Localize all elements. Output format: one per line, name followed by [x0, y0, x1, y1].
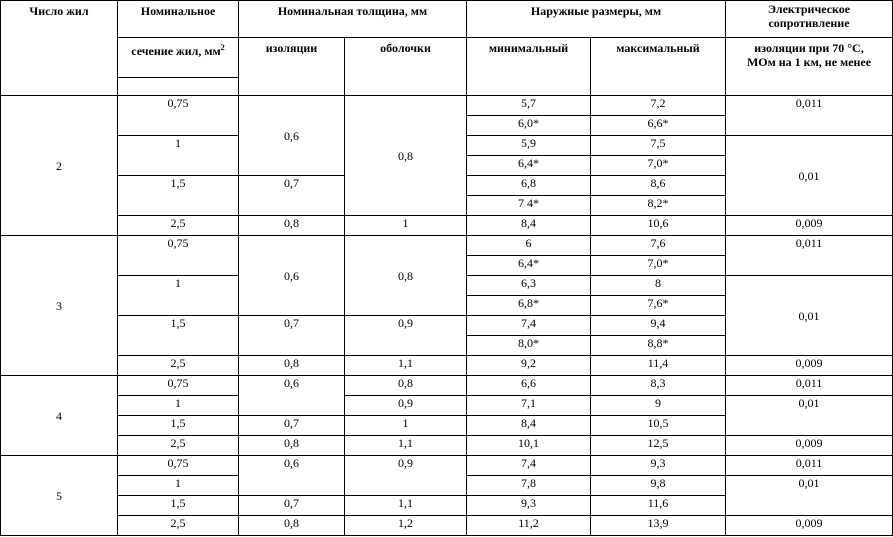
min-cell: 6,6: [467, 376, 591, 396]
max-cell: 9,3: [591, 456, 726, 476]
min-cell: 9,2: [467, 356, 591, 376]
sheath-cell: 0,8: [345, 236, 467, 316]
insulation-cell: 0,7: [239, 496, 345, 516]
header-max: максимальный: [591, 38, 726, 96]
section-cell: 1,5: [118, 496, 239, 516]
max-cell: 9,4: [591, 316, 726, 336]
section-cell: 1: [118, 276, 239, 316]
sheath-cell: 1: [345, 416, 467, 436]
max-cell: 10,6: [591, 216, 726, 236]
min-cell: 6,0*: [467, 116, 591, 136]
min-cell: 5,7: [467, 96, 591, 116]
resistance-cell: 0,01: [726, 396, 893, 436]
sheath-cell: 0,8: [345, 376, 467, 396]
sheath-cell: 1,2: [345, 516, 467, 536]
resistance-cell: 0,009: [726, 216, 893, 236]
min-cell: 6,8: [467, 176, 591, 196]
cores-cell: 4: [1, 376, 118, 456]
max-cell: 7,2: [591, 96, 726, 116]
sheath-cell: 1,1: [345, 436, 467, 456]
header-nominal-thickness: Номинальная толщина, мм: [239, 1, 467, 38]
header-sheath: оболочки: [345, 38, 467, 96]
sheath-cell: 0,9: [345, 456, 467, 496]
max-cell: 9,8: [591, 476, 726, 496]
insulation-cell: 0,7: [239, 316, 345, 356]
section-cell: 0,75: [118, 456, 239, 476]
section-cell: 2,5: [118, 216, 239, 236]
max-cell: 8,2*: [591, 196, 726, 216]
min-cell: 11,2: [467, 516, 591, 536]
insulation-cell: 0,8: [239, 356, 345, 376]
header-nominal-section-sub: сечение жил, $мм^2$: [118, 38, 239, 78]
section-cell: 1: [118, 476, 239, 496]
insulation-cell: 0,8: [239, 516, 345, 536]
section-cell: 0,75: [118, 376, 239, 396]
sheath-cell: 0,9: [345, 316, 467, 356]
header-blank: [118, 78, 239, 96]
max-cell: 8: [591, 276, 726, 296]
max-cell: 13,9: [591, 516, 726, 536]
section-cell: 0,75: [118, 96, 239, 136]
max-cell: 12,5: [591, 436, 726, 456]
insulation-cell: 0,7: [239, 176, 345, 216]
header-cores: Число жил: [1, 1, 118, 96]
section-cell: 1,5: [118, 316, 239, 356]
section-cell: 1: [118, 396, 239, 416]
insulation-cell: 0,6: [239, 376, 345, 416]
min-cell: 7,8: [467, 476, 591, 496]
header-nominal-section-top: Номинальное: [118, 1, 239, 38]
header-outer-dimensions: Наружные размеры, мм: [467, 1, 726, 38]
max-cell: 8,3: [591, 376, 726, 396]
header-resistance: Электрическое сопротивление: [726, 1, 893, 38]
insulation-cell: 0,7: [239, 416, 345, 436]
min-cell: 6,4*: [467, 256, 591, 276]
insulation-cell: 0,6: [239, 456, 345, 496]
min-cell: 6,4*: [467, 156, 591, 176]
resistance-cell: 0,011: [726, 456, 893, 476]
cores-cell: 2: [1, 96, 118, 236]
resistance-cell: 0,009: [726, 356, 893, 376]
min-cell: 7 4*: [467, 196, 591, 216]
insulation-cell: 0,6: [239, 236, 345, 316]
min-cell: 5,9: [467, 136, 591, 156]
max-cell: 10,5: [591, 416, 726, 436]
section-cell: 1,5: [118, 176, 239, 216]
min-cell: 6,8*: [467, 296, 591, 316]
header-insulation: изоляции: [239, 38, 345, 96]
resistance-cell: 0,011: [726, 376, 893, 396]
resistance-cell: 0,01: [726, 136, 893, 216]
max-cell: 11,6: [591, 496, 726, 516]
section-cell: 1: [118, 136, 239, 176]
max-cell: 7,6: [591, 236, 726, 256]
resistance-cell: 0,01: [726, 276, 893, 356]
header-min: минимальный: [467, 38, 591, 96]
min-cell: 7,1: [467, 396, 591, 416]
min-cell: 7,4: [467, 456, 591, 476]
max-cell: 7,0*: [591, 256, 726, 276]
resistance-cell: 0,01: [726, 476, 893, 516]
sheath-cell: 1: [345, 216, 467, 236]
resistance-cell: 0,009: [726, 516, 893, 536]
header-resistance-sub: изоляции при 70 °С, МОм на 1 км, не менее: [726, 38, 893, 96]
min-cell: 8,0*: [467, 336, 591, 356]
min-cell: 6,3: [467, 276, 591, 296]
max-cell: 7,5: [591, 136, 726, 156]
min-cell: 10,1: [467, 436, 591, 456]
sheath-cell: 0,8: [345, 96, 467, 216]
sheath-cell: 1,1: [345, 496, 467, 516]
section-cell: 1,5: [118, 416, 239, 436]
section-cell: 0,75: [118, 236, 239, 276]
section-cell: 2,5: [118, 516, 239, 536]
min-cell: 9,3: [467, 496, 591, 516]
max-cell: 8,6: [591, 176, 726, 196]
section-cell: 2,5: [118, 436, 239, 456]
resistance-cell: 0,011: [726, 236, 893, 276]
resistance-cell: 0,009: [726, 436, 893, 456]
insulation-cell: 0,6: [239, 96, 345, 176]
min-cell: 8,4: [467, 416, 591, 436]
max-cell: 11,4: [591, 356, 726, 376]
min-cell: 8,4: [467, 216, 591, 236]
section-cell: 2,5: [118, 356, 239, 376]
cores-cell: 5: [1, 456, 118, 536]
cores-cell: 3: [1, 236, 118, 376]
max-cell: 9: [591, 396, 726, 416]
resistance-cell: 0,011: [726, 96, 893, 136]
max-cell: 7,0*: [591, 156, 726, 176]
max-cell: 8,8*: [591, 336, 726, 356]
max-cell: 7,6*: [591, 296, 726, 316]
sheath-cell: 0,9: [345, 396, 467, 416]
sheath-cell: 1,1: [345, 356, 467, 376]
insulation-cell: 0,8: [239, 216, 345, 236]
min-cell: 7,4: [467, 316, 591, 336]
max-cell: 6,6*: [591, 116, 726, 136]
insulation-cell: 0,8: [239, 436, 345, 456]
min-cell: 6: [467, 236, 591, 256]
